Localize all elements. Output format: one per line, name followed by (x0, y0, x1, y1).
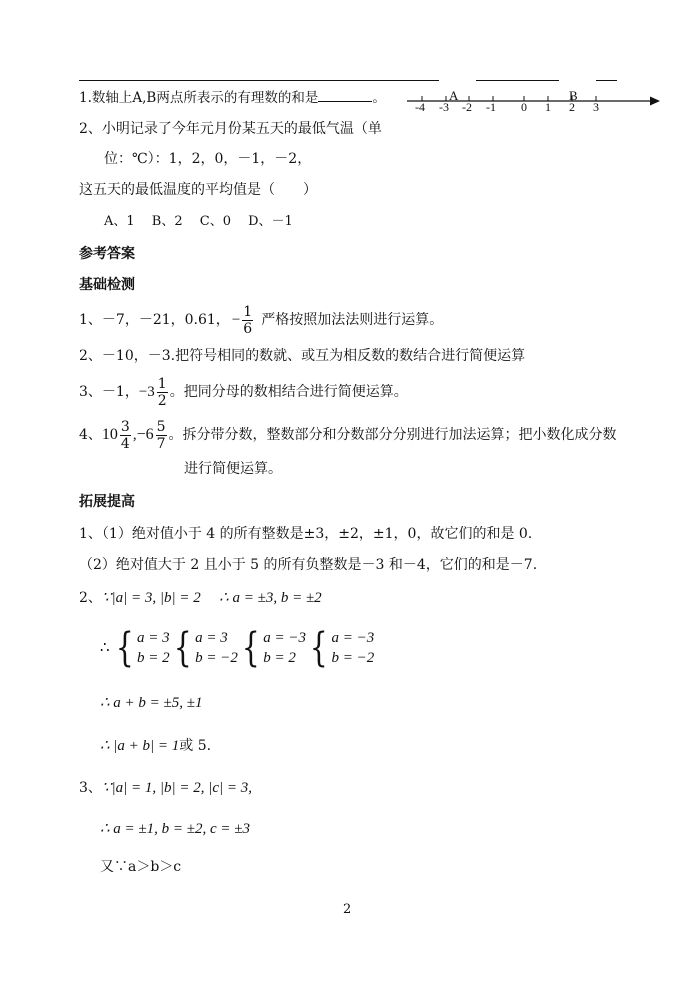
top-rule-2 (476, 80, 559, 81)
system-row: a = 3 (195, 630, 228, 646)
number-line (405, 88, 660, 116)
fraction-denominator: 2 (157, 392, 167, 409)
mixed-number-whole: −6 (136, 426, 154, 443)
system-row: a = 3 (137, 630, 170, 646)
top-rule-3 (596, 80, 617, 81)
system-3 (263, 628, 306, 669)
system-row: b = 2 (263, 650, 296, 667)
extend-answer-2-sum: ∴ a + b = ±5, ±1 (100, 695, 203, 711)
system-row: b = −2 (195, 650, 238, 667)
system-1 (137, 628, 170, 669)
fraction-five-sevenths (156, 420, 167, 451)
answer-blank (318, 89, 372, 102)
tick-label: -2 (462, 100, 472, 114)
system-row: b = 2 (137, 650, 170, 667)
abs-sum-equation: ∴ |a + b| = 1 (100, 738, 180, 754)
extend-answer-3-condition: 又∵a＞b＞c (100, 859, 182, 875)
separator-comma: , (132, 426, 137, 443)
basic-answer-1-note: 严格按照加法法则进行运算。 (261, 312, 444, 328)
fraction-numerator: 1 (157, 375, 167, 392)
fraction-numerator: 5 (156, 418, 166, 435)
left-brace-icon: { (309, 625, 328, 672)
extend-section-title: 拓展提高 (79, 494, 135, 510)
fraction-numerator: 1 (243, 303, 253, 320)
left-brace-icon: { (115, 625, 134, 672)
system-row: a = −3 (263, 630, 307, 646)
derived-equation: ∴ a = ±3, b = ±2 (219, 590, 322, 606)
extend-answer-1-part-1: 1、（1）绝对值小于 4 的所有整数是±3，±2，±1，0，故它们的和是 0. (79, 526, 533, 542)
mixed-number-whole: 10 (101, 426, 118, 443)
given-equation: ∵|a| = 3, |b| = 2 (101, 590, 201, 606)
fraction-denominator: 4 (120, 435, 130, 452)
basic-answer-3 (79, 371, 408, 413)
question-2-options: A、1 B、2 C、0 D、－1 (104, 214, 293, 229)
question-2-line-1: 2、小明记录了今年元月份某五天的最低气温（单 (79, 121, 382, 137)
page-number: 2 (343, 902, 352, 917)
question-1 (79, 89, 386, 106)
tick-label: 0 (521, 100, 527, 114)
basic-answer-2: 2、－10，－3.把符号相同的数就、或互为相反数的数结合进行简便运算 (79, 348, 526, 364)
system-row: a = −3 (331, 630, 375, 646)
extend-answer-1-part-2: （2）绝对值大于 2 且小于 5 的所有负整数是－3 和－4，它们的和是－7. (79, 557, 538, 573)
tick-label: 3 (593, 100, 599, 114)
tick-label: -4 (415, 100, 425, 114)
system-2 (195, 628, 238, 669)
basic-answer-1 (79, 299, 443, 341)
system-row: b = −2 (331, 650, 375, 667)
tick-label: -3 (439, 100, 449, 114)
question-2-line-2: 位：℃）：1，2，0，－1，－2， (104, 151, 312, 167)
extend-answer-2-index: 2、 (79, 590, 102, 606)
left-brace-icon: { (241, 625, 260, 672)
extend-answer-3-derived: ∴ a = ±1, b = ±2, c = ±3 (100, 821, 251, 837)
basic-answer-4-index: 4、 (79, 427, 102, 443)
tick-label: 2 (569, 100, 575, 114)
given-equation: ∵|a| = 1, |b| = 2, |c| = 3, (101, 780, 252, 796)
question-1-end: 。 (372, 90, 386, 106)
minus-sign: − (231, 311, 241, 328)
basic-answer-4-line-2: 进行简便运算。 (184, 461, 282, 477)
point-b-label: B (569, 88, 578, 103)
arrow-head-icon (650, 97, 660, 106)
basic-answer-3-note: 。把同分母的数相结合进行简便运算。 (169, 384, 408, 400)
abs-sum-tail: 或 5. (179, 738, 212, 754)
extend-answer-2-abs (100, 739, 211, 754)
fraction-denominator: 7 (156, 435, 166, 452)
tick-label: 1 (545, 100, 551, 114)
left-brace-icon: { (173, 625, 192, 672)
mixed-number-whole: −3 (138, 383, 155, 400)
fraction-one-half (157, 377, 168, 408)
basic-answer-1-values: 1、－7，－21，0.61， (79, 312, 230, 328)
fraction-three-quarters (120, 420, 131, 451)
top-rule-1 (79, 80, 439, 81)
basic-section-title: 基础检测 (79, 277, 135, 293)
fraction-numerator: 3 (120, 418, 130, 435)
extend-answer-2-systems (100, 625, 375, 672)
tick-label: -1 (486, 100, 496, 114)
answers-title: 参考答案 (79, 246, 135, 262)
extend-answer-3-index: 3、 (79, 780, 102, 796)
basic-answer-3-values: 3、－1， (79, 384, 139, 400)
basic-answer-4-note: 。拆分带分数，整数部分和分数部分分别进行加法运算；把小数化成分数 (168, 427, 617, 443)
fraction-denominator: 6 (243, 320, 253, 337)
question-2-line-3: 这五天的最低温度的平均值是（ ） (79, 182, 317, 198)
fraction-one-sixth (242, 305, 253, 336)
system-4 (331, 628, 374, 669)
question-1-text: 1.数轴上A,B两点所表示的有理数的和是 (79, 90, 319, 106)
extend-answer-3-given (79, 781, 252, 796)
basic-answer-4 (79, 414, 617, 456)
therefore-symbol: ∴ (100, 639, 110, 656)
point-a-label: A (449, 88, 459, 103)
extend-answer-2-given (79, 591, 322, 606)
